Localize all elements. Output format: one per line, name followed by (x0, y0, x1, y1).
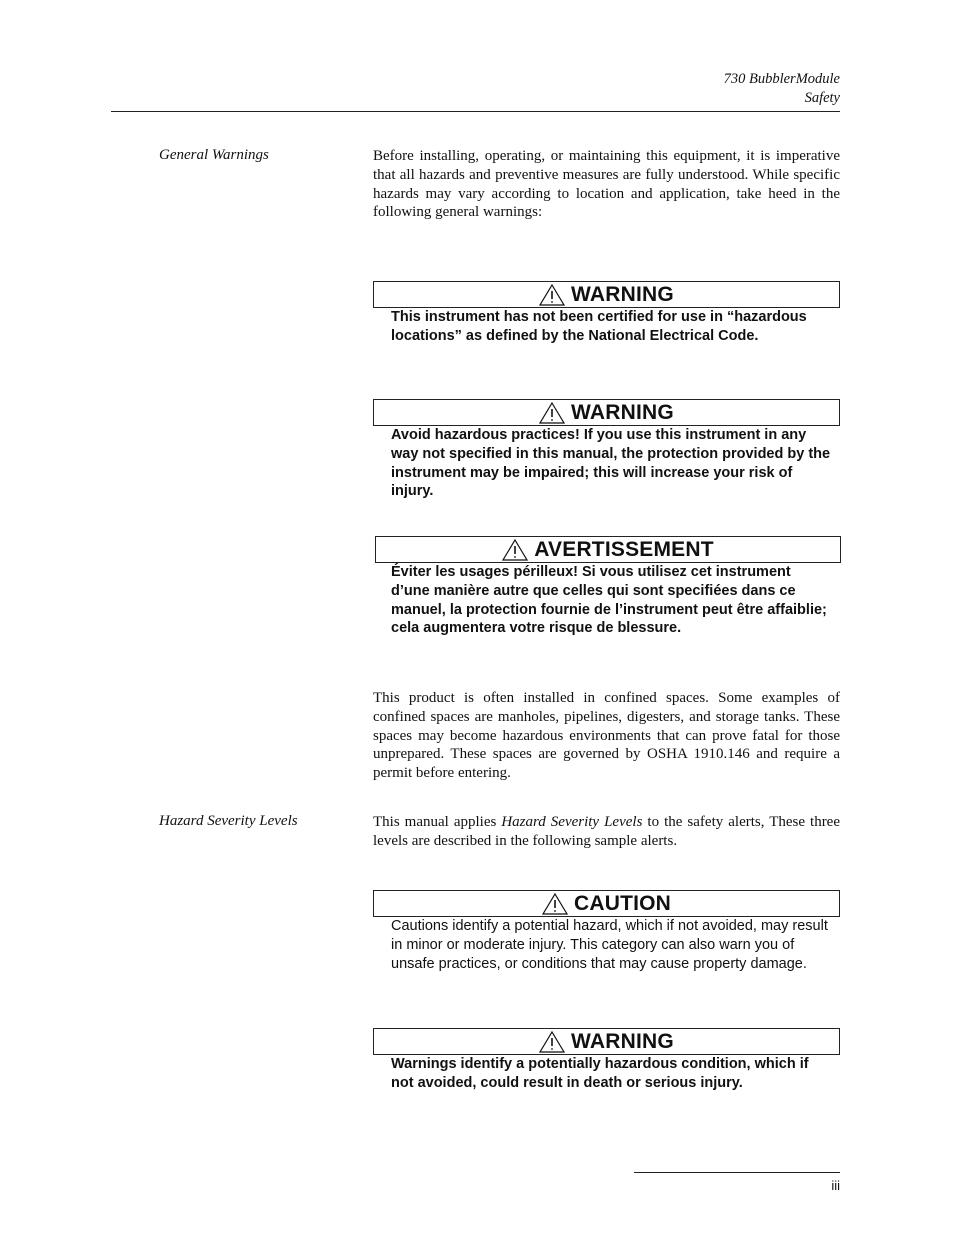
side-heading-general-warnings: General Warnings (159, 147, 269, 163)
alert-title-box (373, 1028, 840, 1055)
alert-title: WARNING (571, 400, 674, 424)
alert-avertissement (375, 536, 841, 638)
warning-triangle-icon (502, 539, 528, 561)
hazard-intro-start: This manual applies (373, 814, 502, 830)
alert-text: Warnings identify a potentially hazardous condition, which if not avoided, could result in death or serious injury. (391, 1056, 809, 1091)
warning-triangle-icon (539, 402, 565, 424)
header-section: Safety (804, 90, 840, 106)
header-rule (111, 111, 840, 112)
alert-title: WARNING (571, 282, 674, 306)
running-header (724, 70, 840, 108)
alert-title-box (373, 890, 840, 917)
footer-rule (634, 1172, 840, 1173)
general-warnings-intro: Before installing, operating, or maintaining this equipment, it is imperative that all hazards and preventive measures are fully understood. While specific hazards may vary according to location and application, take heed in the following general warnings: (373, 148, 840, 221)
alert-title: AVERTISSEMENT (534, 537, 714, 561)
alert-text: This instrument has not been certified for use in “hazardous locations” as defined by the National Electrical Code. (391, 309, 807, 344)
alert-text: Éviter les usages périlleux! Si vous utilisez cet instrument d’une manière autre que celles qui sont specifiées dans ce manuel, la protection fournie de l’instrument peut être affaiblie; cela augmentera votre risque de blessure. (391, 564, 827, 637)
side-heading-hazard-severity-levels: Hazard Severity Levels (159, 813, 298, 829)
confined-spaces-paragraph: This product is often installed in confined spaces. Some examples of confined spaces are manholes, pipelines, digesters, and storage tanks. These spaces may become hazardous environments that can prove fatal for those unprepared. These spaces are governed by OSHA 1910.146 and require a permit before entering. (373, 690, 840, 782)
warning-triangle-icon (539, 284, 565, 306)
alert-warning-certification (373, 281, 840, 346)
warning-triangle-icon (539, 1031, 565, 1053)
alert-title-box (373, 281, 840, 308)
alert-warning-sample (373, 1028, 840, 1093)
hazard-intro-end: to the safety alerts, These three levels are described in the following sample alerts. (373, 814, 841, 849)
warning-triangle-icon (542, 893, 568, 915)
hazard-levels-intro (373, 813, 840, 851)
alert-text: Avoid hazardous practices! If you use this instrument in any way not specified in this manual, the protection provided by the instrument may be impaired; this will increase your risk of injury. (391, 427, 831, 500)
alert-warning-hazardous-practices (373, 399, 840, 501)
alert-caution-sample (373, 890, 840, 973)
alert-title: WARNING (571, 1029, 674, 1053)
header-title: 730 BubblerModule (723, 71, 840, 87)
alert-text: Cautions identify a potential hazard, which if not avoided, may result in minor or moderate injury. This category can also warn you of unsafe practices, or conditions that may cause property damage. (391, 918, 828, 972)
alert-title-box (375, 536, 841, 563)
alert-title: CAUTION (573, 891, 672, 915)
hazard-intro-emphasis: Hazard Severity Levels (501, 814, 643, 830)
page-number: iii (831, 1178, 840, 1193)
alert-title-box (373, 399, 840, 426)
